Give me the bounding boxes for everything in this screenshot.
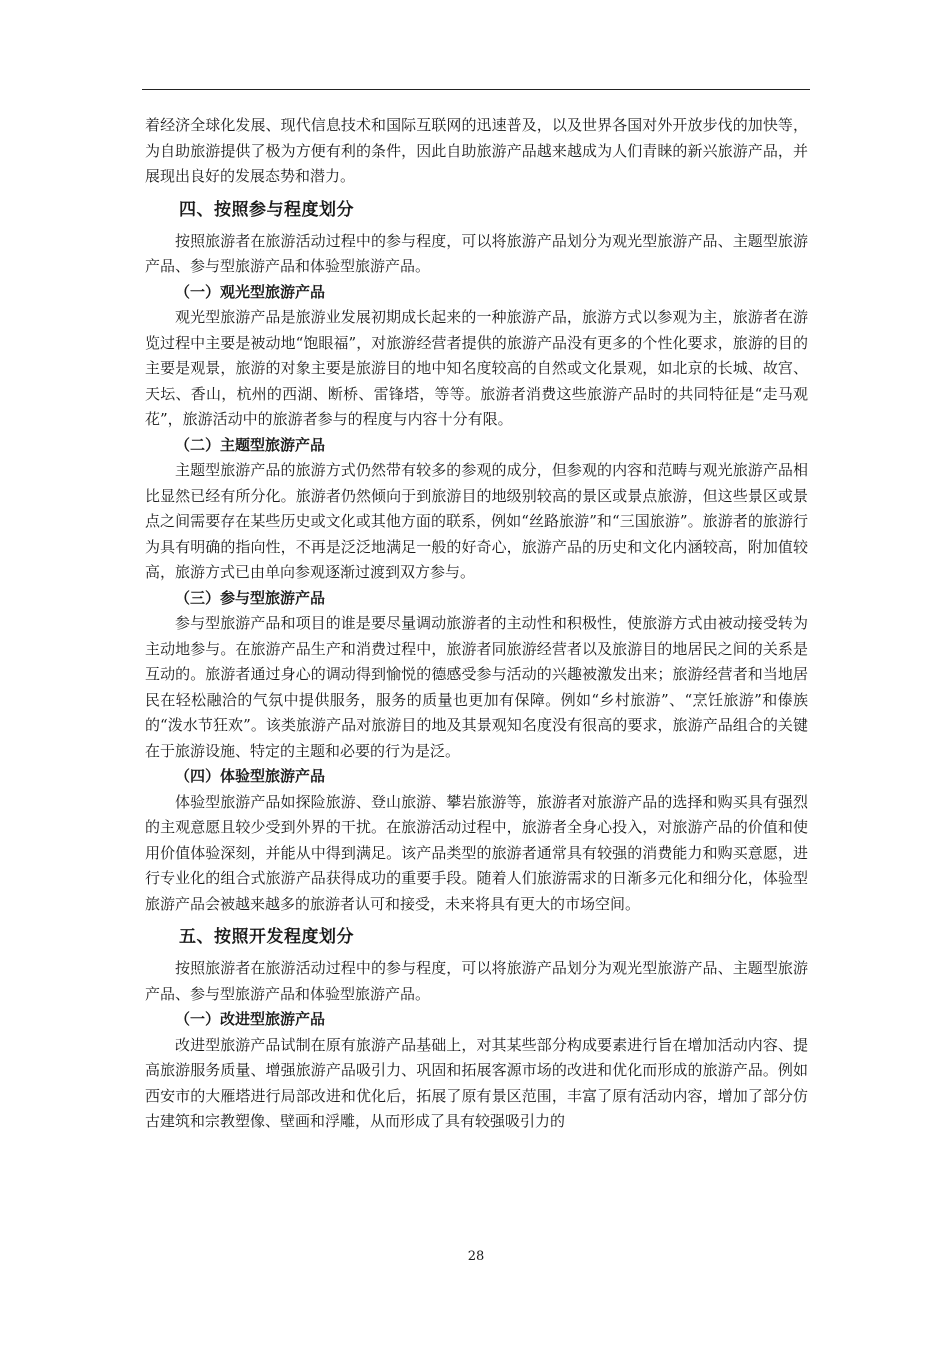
header-rule — [142, 89, 810, 90]
paragraph-sightseeing: 观光型旅游产品是旅游业发展初期成长起来的一种旅游产品，旅游方式以参观为主，旅游者在游览过程中主要是被动地“饱眼福”，对旅游经营者提供的旅游产品没有更多的个性化要求，旅游的目的主要是观景，旅游的对象主要是旅游目的地中知名度较高的自然或文化景观，如北京的长城、故宫、天坛、香山，杭州的西湖、断桥、雷锋塔，等等。旅游者消费这些旅游产品时的共同特征是“走马观花”，旅游活动中的旅游者参与的程度与内容十分有限。 — [145, 308, 808, 428]
section-intro-4: 按照旅游者在旅游活动过程中的参与程度，可以将旅游产品划分为观光型旅游产品、主题型旅游产品、参与型旅游产品和体验型旅游产品。 — [145, 231, 808, 275]
subsection-heading-experiential: （四）体验型旅游产品 — [175, 767, 326, 785]
page-body — [145, 113, 808, 1135]
paragraph-experiential: 体验型旅游产品如探险旅游、登山旅游、攀岩旅游等，旅游者对旅游产品的选择和购买具有强烈的主观意愿且较少受到外界的干扰。在旅游活动过程中，旅游者全身心投入，对旅游产品的价值和使用价值体验深刻，并能从中得到满足。该产品类型的旅游者通常具有较强的消费能力和购买意愿，进行专业化的组合式旅游产品获得成功的重要手段。随着人们旅游需求的日渐多元化和细分化，体验型旅游产品会被越来越多的旅游者认可和接受，未来将具有更大的市场空间。 — [145, 792, 808, 913]
section-heading-5: 五、按照开发程度划分 — [179, 927, 354, 947]
subsection-heading-improved: （一）改进型旅游产品 — [175, 1010, 326, 1028]
continued-paragraph: 着经济全球化发展、现代信息技术和国际互联网的迅速普及，以及世界各国对外开放步伐的加快等，为自助旅游提供了极为方便有利的条件，因此自助旅游产品越来越成为人们青睐的新兴旅游产品，并展现出良好的发展态势和潜力。 — [145, 116, 808, 185]
subsection-heading-theme: （二）主题型旅游产品 — [175, 435, 326, 454]
subsection-heading-participatory: （三）参与型旅游产品 — [175, 588, 326, 607]
section-heading-4: 四、按照参与程度划分 — [179, 199, 354, 220]
section-intro-5: 按照旅游者在旅游活动过程中的参与程度，可以将旅游产品划分为观光型旅游产品、主题型旅游产品、参与型旅游产品和体验型旅游产品。 — [145, 959, 808, 1003]
subsection-heading-sightseeing: （一）观光型旅游产品 — [175, 282, 326, 301]
paragraph-theme: 主题型旅游产品的旅游方式仍然带有较多的参观的成分，但参观的内容和范畴与观光旅游产品相比显然已经有所分化。旅游者仍然倾向于到旅游目的地级别较高的景区或景点旅游，但这些景区或景点之间需要存在某些历史或文化或其他方面的联系，例如“丝路旅游”和“三国旅游”。旅游者的旅游行为具有明确的指向性，不再是泛泛地满足一般的好奇心，旅游产品的历史和文化内涵较高，附加值较高，旅游方式已由单向参观逐渐过渡到双方参与。 — [145, 461, 808, 581]
paragraph-participatory: 参与型旅游产品和项目的谁是要尽量调动旅游者的主动性和积极性，使旅游方式由被动接受转为主动地参与。在旅游产品生产和消费过程中，旅游者同旅游经营者以及旅游目的地居民之间的关系是互动的。旅游者通过身心的调动得到愉悦的德感受参与活动的兴趣被激发出来；旅游经营者和当地居民在轻松融洽的气氛中提供服务，服务的质量也更加有保障。例如“乡村旅游”、“烹饪旅游”和傣族的“泼水节狂欢”。该类旅游产品对旅游目的地及其景观知名度没有很高的要求，旅游产品组合的关键在于旅游设施、特定的主题和必要的行为是泛。 — [145, 614, 808, 760]
paragraph-improved: 改进型旅游产品试制在原有旅游产品基础上，对其某些部分构成要素进行旨在增加活动内容、提高旅游服务质量、增强旅游产品吸引力、巩固和拓展客源市场的改进和优化而形成的旅游产品。例如西安市的大雁塔进行局部改进和优化后，拓展了原有景区范围，丰富了原有活动内容，增加了部分仿古建筑和宗教塑像、壁画和浮雕，从而形成了具有较强吸引力的 — [145, 1035, 808, 1130]
page-number: 28 — [467, 1249, 485, 1264]
